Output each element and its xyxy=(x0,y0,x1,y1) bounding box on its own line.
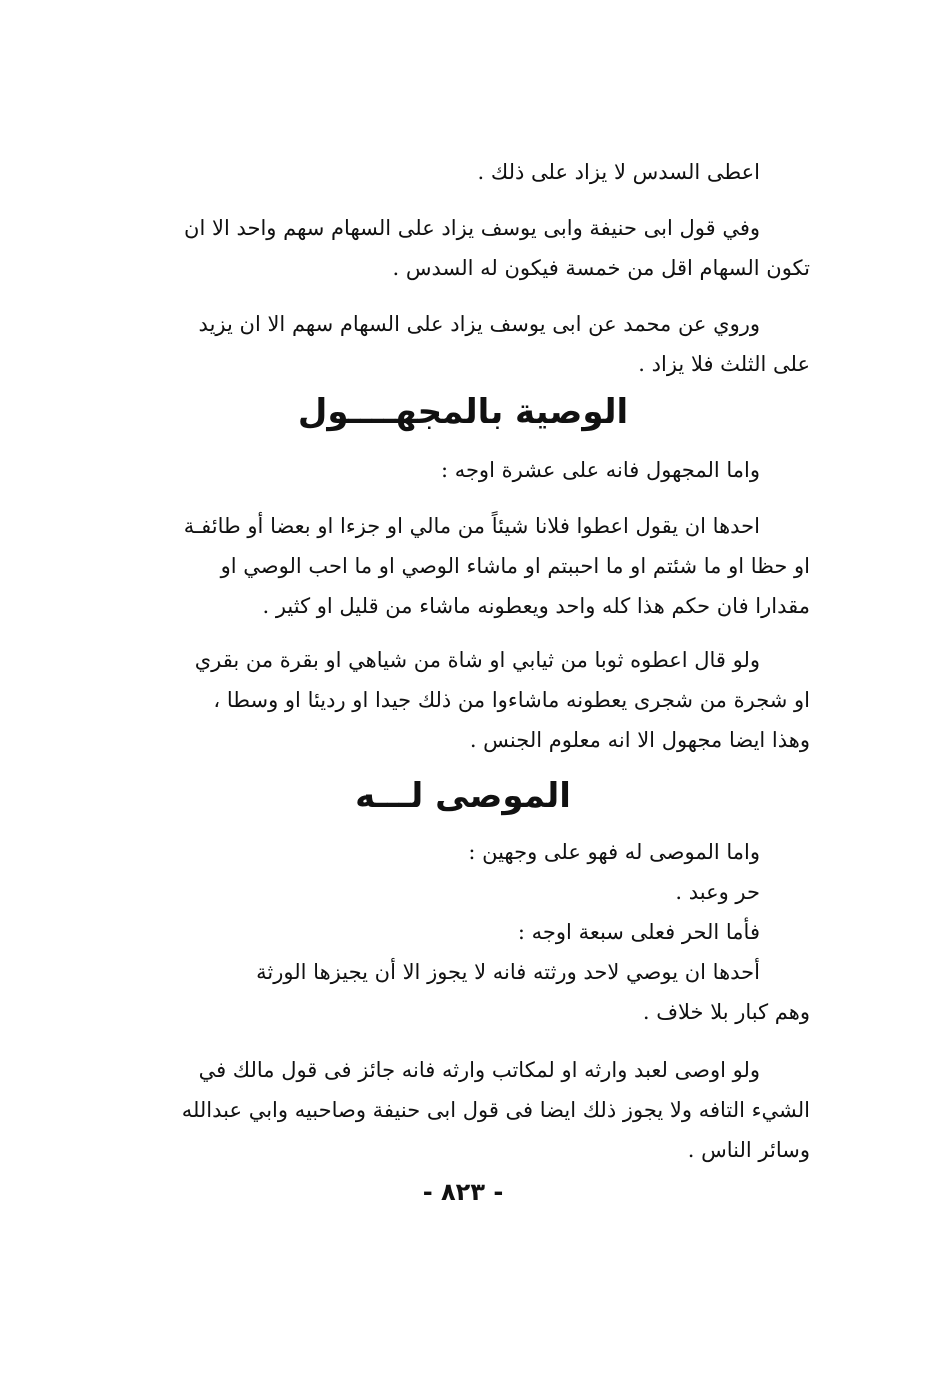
text-line: أحدها ان يوصي لاحد ورثته فانه لا يجوز الا أن يجيزها الورثة xyxy=(256,960,760,984)
paragraph-5 xyxy=(160,506,810,626)
text-line: الشيء التافه ولا يجوز ذلك ايضا فى قول ابى حنيفة وصاحبيه وابي عبدالله xyxy=(181,1098,810,1122)
paragraph-1 xyxy=(160,152,810,192)
text-line: مقدارا فان حكم هذا كله واحد ويعطونه ماشاء من قليل او كثير . xyxy=(262,594,810,618)
text-line: على الثلث فلا يزاد . xyxy=(638,352,810,376)
text-line: واما الموصى له فهو على وجهين : xyxy=(468,840,760,864)
paragraph-3 xyxy=(160,304,810,384)
text-line: وروي عن محمد عن ابى يوسف يزاد على السهام سهم الا ان يزيد xyxy=(198,312,760,336)
paragraph-4 xyxy=(160,450,810,490)
text-line: وفي قول ابى حنيفة وابى يوسف يزاد على السهام سهم واحد الا ان xyxy=(184,216,760,240)
text-line: او حظا او ما شئتم او ما احببتم او ماشاء الوصي او ما احب الوصي او xyxy=(220,554,810,578)
text-line: وهذا ايضا مجهول الا انه معلوم الجنس . xyxy=(469,728,810,752)
text-line: واما المجهول فانه على عشرة اوجه : xyxy=(440,458,760,482)
paragraph-7 xyxy=(160,832,810,1032)
text-line: حر وعبد . xyxy=(675,880,760,904)
page-number: - ٨٢٣ - xyxy=(422,1178,504,1206)
paragraph-8 xyxy=(160,1050,810,1170)
text-line: احدها ان يقول اعطوا فلانا شيئاً من مالي او جزءا او بعضا أو طائفـة xyxy=(183,514,760,538)
section-heading-2: الموصى لـــه xyxy=(355,776,571,816)
text-line: تكون السهام اقل من خمسة فيكون له السدس . xyxy=(392,256,810,280)
text-line: ولو اوصى لعبد وارثه او لمكاتب وارثه فانه جائز فى قول مالك في xyxy=(198,1058,760,1082)
text-line: او شجرة من شجرى يعطونه ماشاءوا من ذلك جيدا او رديئا او وسطا ، xyxy=(213,688,810,712)
text-line: وسائر الناس . xyxy=(687,1138,810,1162)
paragraph-2 xyxy=(160,208,810,288)
text-line: ولو قال اعطوه ثوبا من ثيابي او شاة من شياهي او بقرة من بقري xyxy=(194,648,760,672)
text-line: وهم كبار بلا خلاف . xyxy=(642,1000,810,1024)
section-heading-1: الوصية بالمجهــــول xyxy=(297,392,629,432)
text-line: فأما الحر فعلى سبعة اوجه : xyxy=(517,920,760,944)
text-line: اعطى السدس لا يزاد على ذلك . xyxy=(477,160,760,184)
paragraph-6 xyxy=(160,640,810,760)
